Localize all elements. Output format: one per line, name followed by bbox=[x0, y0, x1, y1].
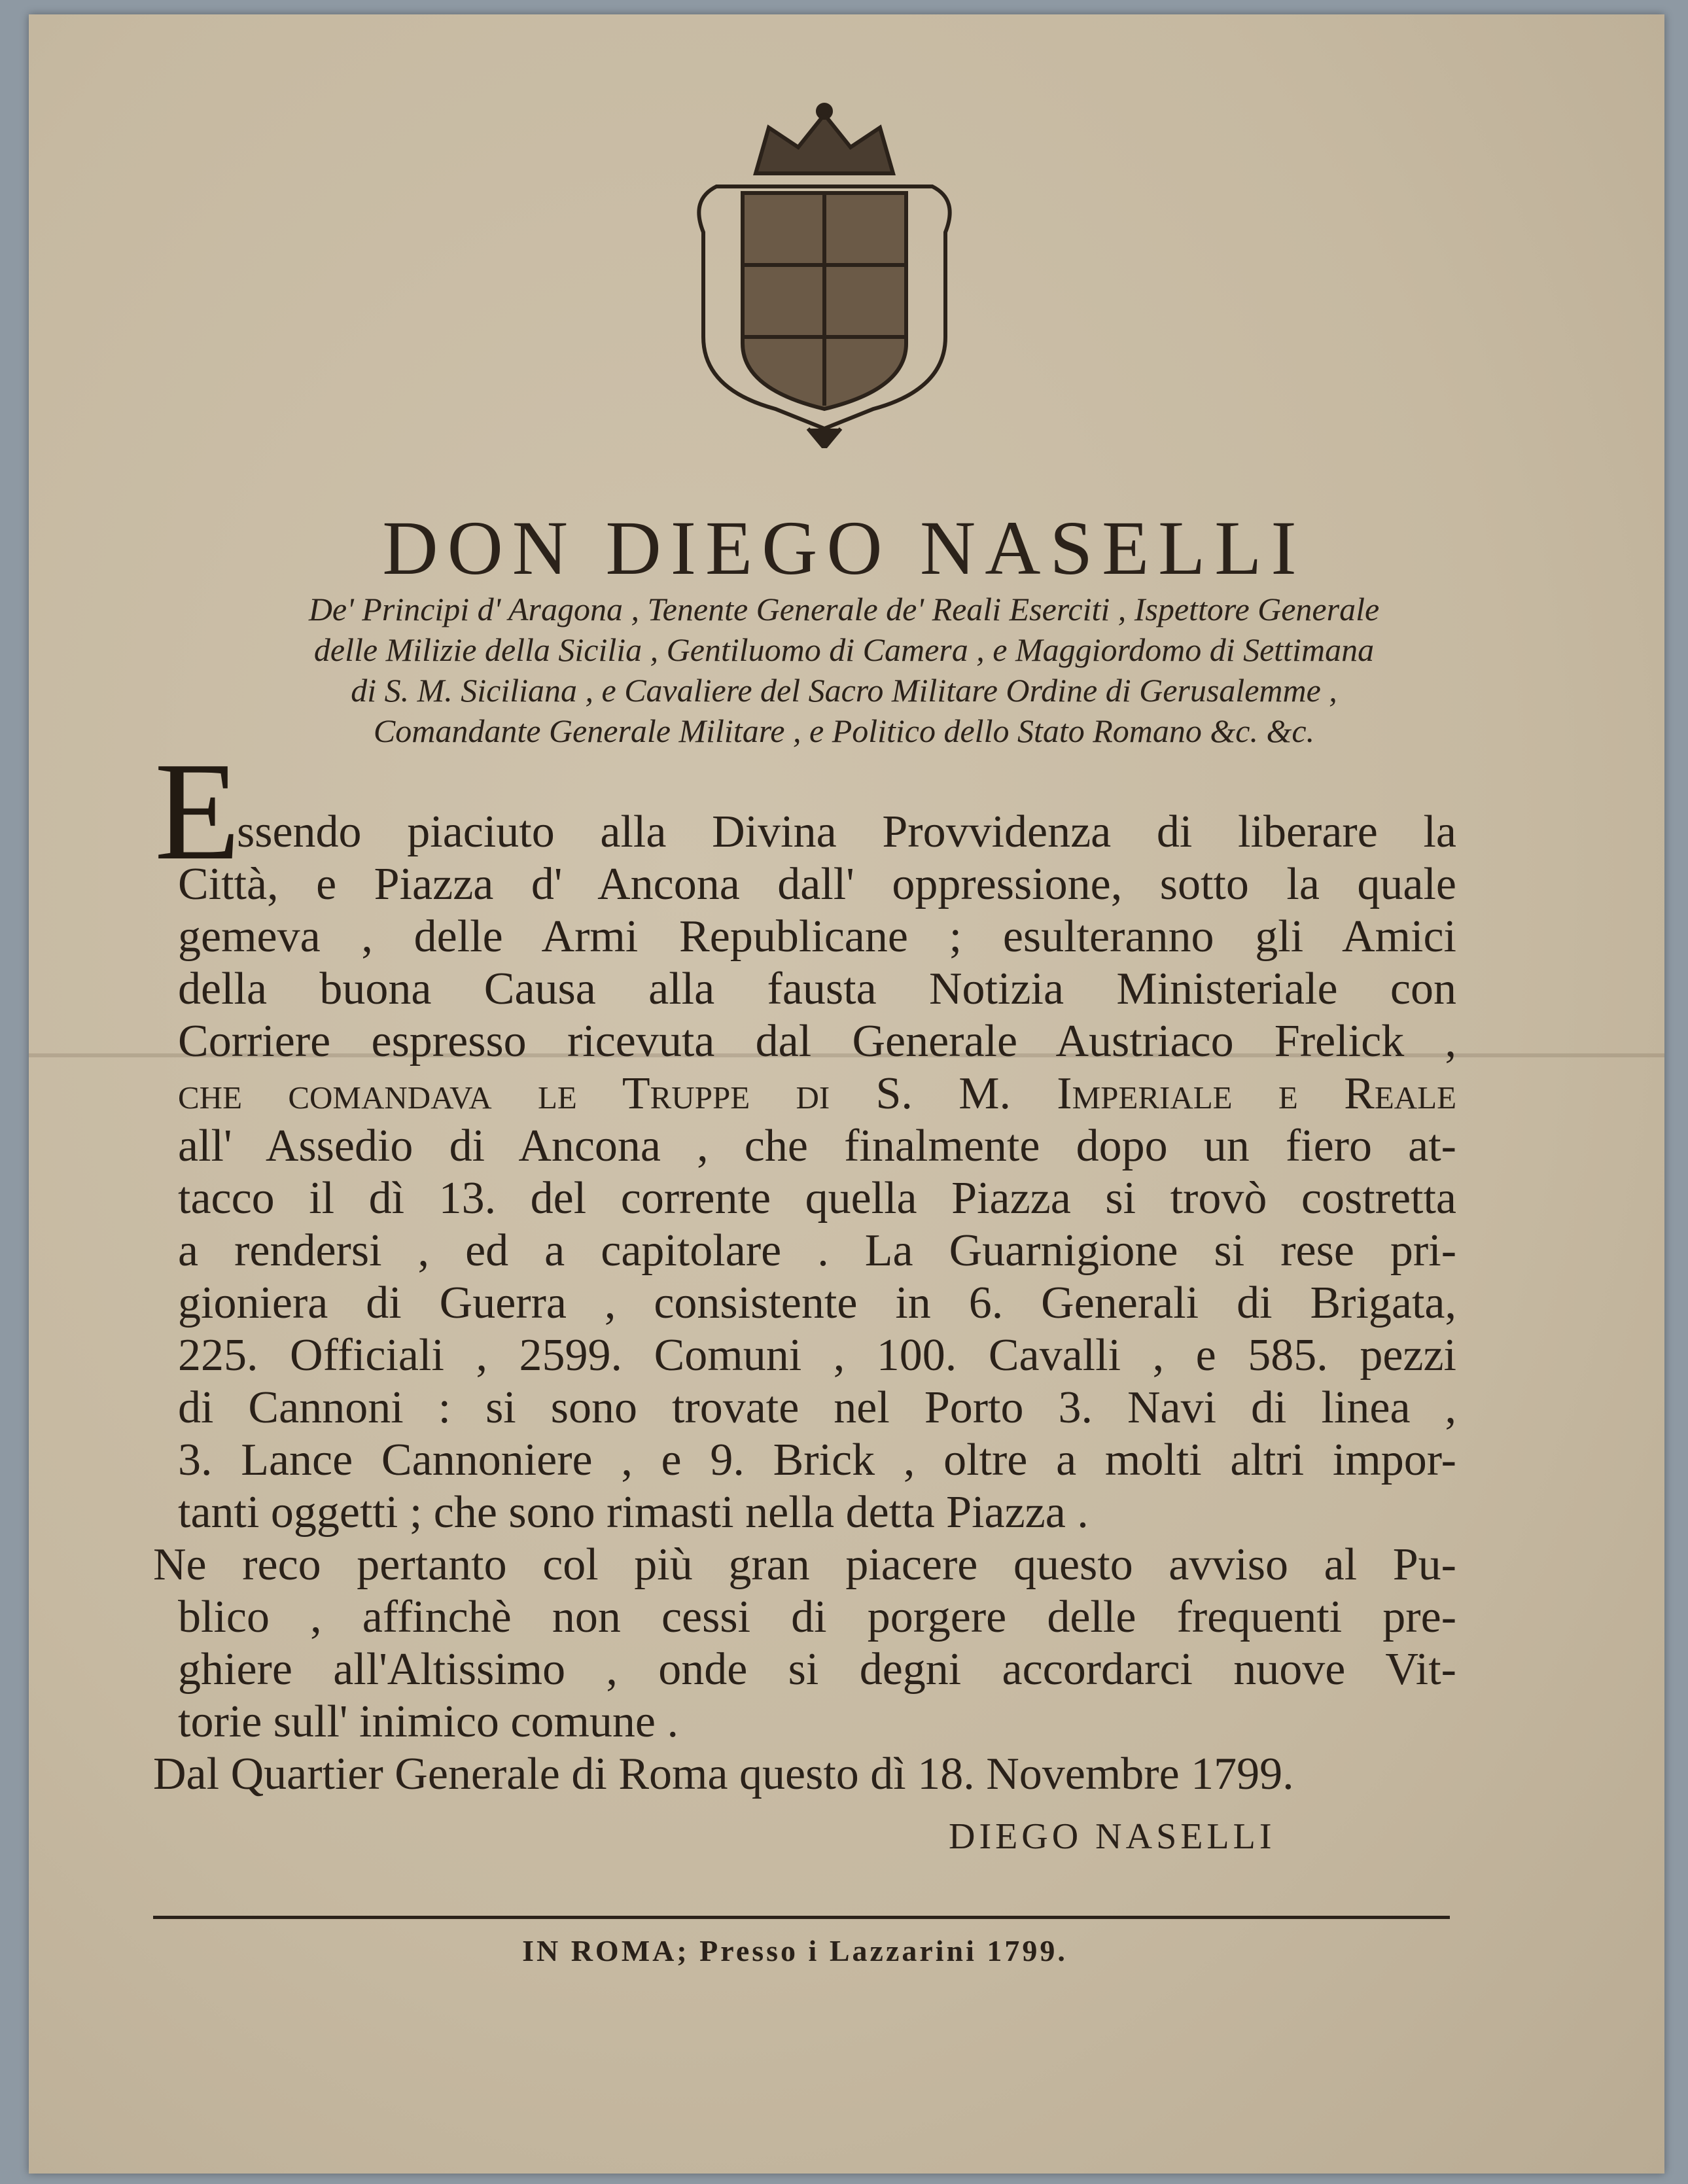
divider-rule bbox=[153, 1916, 1450, 1919]
body-line: tanti oggetti ; che sono rimasti nella detta Piazza . bbox=[178, 1487, 1089, 1538]
subtitle-line: De' Principi d' Aragona , Tenente Generale de' Reali Eserciti , Ispettore Generale bbox=[308, 591, 1380, 627]
body-line: gemeva , delle Armi Republicane ; esulteranno gli Amici bbox=[178, 911, 1456, 962]
body-line: Ne reco pertanto col più gran piacere questo avviso al Pu- bbox=[153, 1540, 1456, 1590]
body-line: ghiere all'Altissimo , onde si degni accordarci nuove Vit- bbox=[178, 1644, 1456, 1695]
proclamation-title: DON DIEGO NASELLI bbox=[382, 505, 1306, 591]
body-line: 225. Officiali , 2599. Comuni , 100. Cavalli , e 585. pezzi bbox=[178, 1330, 1456, 1381]
body-line: che comandava le Truppe di S. M. Imperiale e Reale bbox=[178, 1068, 1456, 1119]
body-line: gioniera di Guerra , consistente in 6. Generali di Brigata, bbox=[178, 1278, 1456, 1328]
body-line: a rendersi , ed a capitolare . La Guarnigione si rese pri- bbox=[178, 1225, 1456, 1276]
printer-imprint: IN ROMA; Presso i Lazzarini 1799. bbox=[522, 1934, 1068, 1967]
body-line: ssendo piaciuto alla Divina Provvidenza di liberare la bbox=[237, 807, 1456, 857]
coat-of-arms-icon bbox=[677, 101, 972, 448]
subtitle-line: Comandante Generale Militare , e Politico dello Stato Romano &c. &c. bbox=[373, 713, 1315, 749]
dateline: Dal Quartier Generale di Roma questo dì 18. Novembre 1799. bbox=[153, 1749, 1294, 1799]
body-line: torie sull' inimico comune . bbox=[178, 1697, 678, 1747]
body-line: Corriere espresso ricevuta dal Generale Austriaco Frelick , bbox=[178, 1016, 1456, 1066]
body-line: tacco il dì 13. del corrente quella Piazza si trovò costretta bbox=[178, 1173, 1456, 1224]
subtitle-line: di S. M. Siciliana , e Cavaliere del Sacro Militare Ordine di Gerusalemme , bbox=[351, 672, 1337, 709]
body-line: della buona Causa alla fausta Notizia Ministeriale con bbox=[178, 964, 1456, 1014]
body-line: 3. Lance Cannoniere , e 9. Brick , oltre a molti altri impor- bbox=[178, 1435, 1456, 1485]
subtitle-line: delle Milizie della Sicilia , Gentiluomo di Camera , e Maggiordomo di Settimana bbox=[313, 631, 1375, 668]
drop-cap: E bbox=[154, 733, 241, 889]
body-line: Città, e Piazza d' Ancona dall' oppressione, sotto la quale bbox=[178, 859, 1456, 909]
body-line: di Cannoni : si sono trovate nel Porto 3. Navi di linea , bbox=[178, 1383, 1456, 1433]
body-line: blico , affinchè non cessi di porgere delle frequenti pre- bbox=[178, 1592, 1456, 1642]
proclamation-body bbox=[153, 806, 1456, 1748]
body-line: all' Assedio di Ancona , che finalmente dopo un fiero at- bbox=[178, 1121, 1456, 1171]
signature: DIEGO NASELLI bbox=[949, 1816, 1276, 1857]
